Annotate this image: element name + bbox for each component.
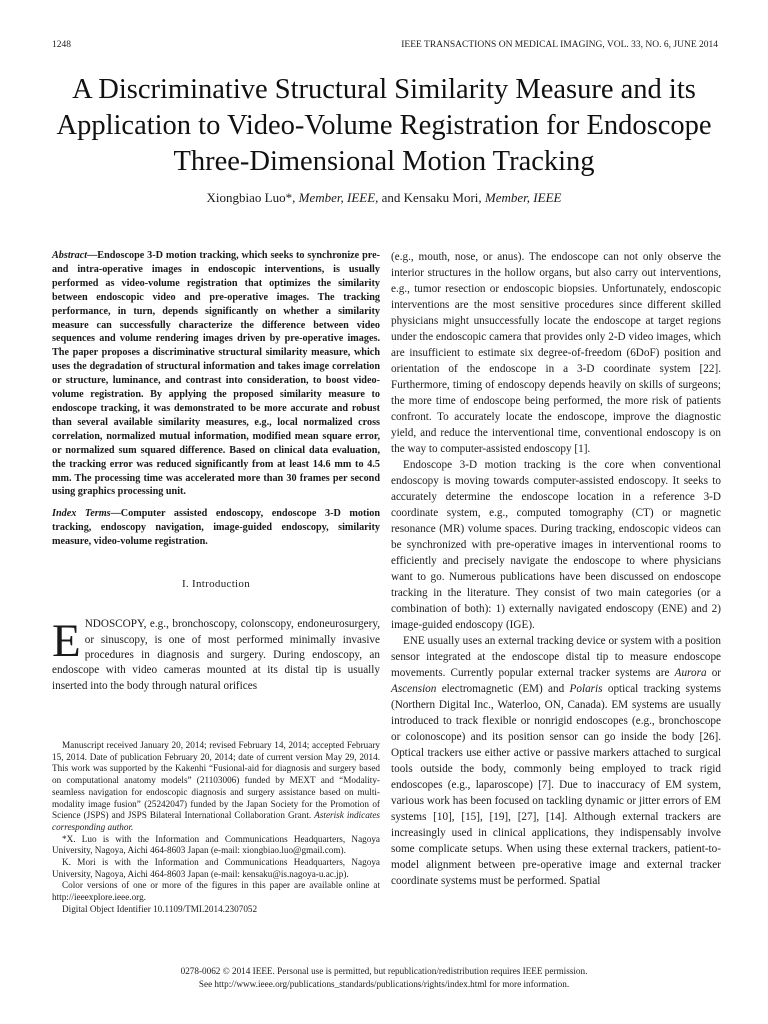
paragraph-2: Endoscope 3-D motion tracking is the core when conventional endoscopy is moving towards computer-assisted endoscopy. It seeks to accurately determine the endoscope location in a reference 3-D coordinate system, e.g., computed tomography (CT) or magnetic resonance (MR) volume spaces. During tracking, endoscopic videos can be synchronized with pre-operative images in interventional rooms to efficiently and precisely navigate the endoscope to where physicians want to go. Numerous publications have been discussed on endoscope tracking in the literature. They consist of two main categories (or a combination of both): 1) externally navigated endoscopy (ENE) and 2) image-guided endoscopy (IGE). [391,459,721,631]
index-terms [52,507,380,549]
footnote-mori: K. Mori is with the Information and Communications Headquarters, Nagoya University, Nagoya, Aichi 464-8603 Japan (e-mail: kensaku@is.nagoya-u.ac.jp). [52,857,380,879]
footnote-color: Color versions of one or more of the figures in this paper are available online at http://ieeexplore.ieee.org. [52,880,380,903]
abstract-label: Abstract [52,250,88,261]
left-column [52,249,380,694]
paragraph-3-part-b: electromagnetic (EM) and [441,683,565,695]
term-aurora: Aurora [674,667,707,679]
author-conjunction: and [381,190,401,205]
index-terms-label: Index Terms [52,508,111,520]
introduction-text: NDOSCOPY, e.g., bronchoscopy, colonscopy, endoneurosurgery, or sinuscopy, is one of most performed minimally invasive procedures in diagnosis and surgery. During endoscopy, an endoscope with video cameras mounted at its distal tip is usually inserted into the body through natural orifices [52,618,380,692]
copyright-line-1: 0278-0062 © 2014 IEEE. Personal use is permitted, but republication/redistribution requires IEEE permission. [180,966,588,976]
paragraph-3-or: or [711,667,722,679]
footnote-manuscript-text: Manuscript received January 20, 2014; revised February 14, 2014; accepted February 15, 2014. Date of publication February 20, 2014; date of current version May 29, 2014. This work was supported by the Kakenhi “Fusional-aid for diagnosis and surgery based on computational anatomy models” (21103006) funded by MEXT and “Modality-seamless navigation for endoscopic diagnosis and surgery assistance based on multi-modality image fusion” (25242047) funded by the Japan Society for the Promotion of Science (JSPS) and JSPS Bilateral International Collaboration Grant. [52,740,380,821]
section-heading-introduction: I. Introduction [181,578,251,591]
paragraph-3-part-a: ENE usually uses an external tracking device or system with a position sensor integrated at the endoscope distal tip to measure endoscope movements. Currently popular external tracker systems are [391,635,721,679]
page-number: 1248 [52,40,71,50]
abstract [52,249,380,499]
abstract-text: —Endoscope 3-D motion tracking, which seeks to synchronize pre- and intra-operative images in endoscopic interventions, is usually performed as video-volume registration that optimizes the similarity between endoscopic video and pre-operative images. The tracking performance, in turn, depends significantly on whether a similarity measure can successfully characterize the difference between video sequences and volume rendering images driven by pre-operative images. The paper proposes a discriminative structural similarity measure, which uses the degradation of structural information and takes image correlation or structure, luminance, and contrast into consideration, to boost video-volume registration. By applying the proposed similarity measure to endoscope tracking, it was demonstrated to be more accurate and robust than several available similarity measures, e.g., local normalized cross correlation, normalized mutual information, modified mean square error, or normalized sum squared difference. Based on clinical data evaluation, the tracking error was reduced significantly from at least 14.6 mm to 4.5 mm. The processing time was accelerated more than 30 frames per second using graphics processing unit. [52,250,380,498]
footnote-corresponding: Asterisk indicates corresponding author. [52,810,380,832]
journal-name: IEEE TRANSACTIONS ON MEDICAL IMAGING, VOL. 33, NO. 6, JUNE 2014 [401,40,718,50]
term-ascension: Ascension [391,683,437,695]
paragraph-3 [391,633,721,889]
index-terms-text: —Computer assisted endoscopy, endoscope 3-D motion tracking, endoscopy navigation, image-guided endoscopy, similarity measure, video-volume registration. [52,508,380,548]
author-line [40,190,728,206]
term-polaris: Polaris [569,683,603,695]
footnote-doi: Digital Object Identifier 10.1109/TMI.2014.2307052 [62,903,258,914]
footnotes [52,740,380,916]
copyright-line-2: See http://www.ieee.org/publications_standards/publications/rights/index.html for more information. [198,978,570,989]
paper-title: A Discriminative Structural Similarity Measure and its Application to Video-Volume Registration for Endoscope Three-Dimensional Motion Tracking [56,74,712,177]
author-luo-role: Member, IEEE, [298,190,379,205]
paragraph-3-part-c: optical tracking systems (Northern Digital Inc., Waterloo, ON, Canada). EM systems are usually introduced to track flexible or nonrigid endoscopes (e.g., bronchoscope or colonoscope) and its position sensor can go inside the body [26]. Optical trackers use either active or passive markers attached to surgical tools outside the body, commonly being employed to track rigid endoscopes (e.g., laparoscope) [7]. Due to inaccuracy of EM system, various work has been focused on tackling dynamic or jitter errors of EM systems [10], [15], [19], [27], [14]. Although external trackers are increasingly used in clinical applications, they indispensably involve some complicate setups. When using these external trackers, patient-to-model alignment between pre-operative image and external tracker coordinate systems must be performed. Spatial [391,683,722,887]
drop-cap: E [52,615,81,668]
footnote-manuscript [52,740,380,834]
footnote-luo: *X. Luo is with the Information and Communications Headquarters, Nagoya University, Nagoya, Aichi 464-8603 Japan (e-mail: xiongbiao.luo@gmail.com). [52,833,380,856]
author-luo: Xiongbiao Luo*, [206,190,296,205]
paragraph-1: (e.g., mouth, nose, or anus). The endoscope can not only observe the interior structures in the hollow organs, but also carry out interventions, e.g., tumor resection or endoscopic biopsies. Unfortunately, endoscopic interventions are the most sensitive procedures since different skilled physicians might unsuccessfully locate the endoscope at target regions under the endoscopic camera that provides only 2-D video images, which are insufficient to estimate six degree-of-freedom (6DoF) position and orientation of the endoscope in a 3-D coordinate system [22]. Furthermore, timing of endoscopy depends heavily on skills of surgeons; the more time of endoscope being performed, the more risk of patients confront. To accurately locate the endoscope, improve the diagnostic yield, and reduce the interventional time, conventional endoscopy is on the way to computer-assisted endoscopy [1]. [391,251,721,455]
right-column [391,249,721,889]
author-mori-role: Member, IEEE [484,190,562,205]
copyright-notice [40,965,728,990]
running-header [52,40,718,54]
introduction-paragraph [52,617,380,694]
author-mori: Kensaku Mori, [403,190,482,205]
